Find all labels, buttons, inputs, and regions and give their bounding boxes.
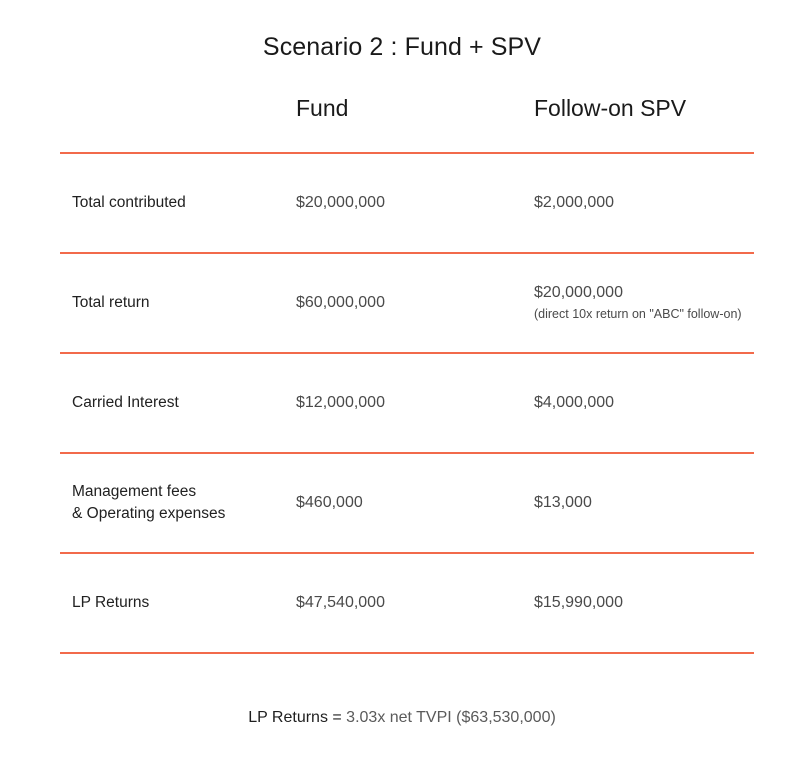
- row-label-cell: Total contributed: [72, 193, 186, 211]
- row-label-cell: Management fees & Operating expenses: [60, 481, 293, 526]
- row-value-fund: $12,000,000: [296, 393, 385, 411]
- row-value-fund: $60,000,000: [296, 293, 385, 311]
- table-header-row: [60, 96, 754, 152]
- row-label-cell: LP Returns: [72, 593, 150, 611]
- footer-value: 3.03x net TVPI ($63,530,000): [346, 709, 556, 726]
- row-value-spv: $2,000,000: [534, 193, 615, 211]
- table-divider-bottom: [60, 652, 754, 654]
- row-label-line2: & Operating expenses: [72, 505, 226, 522]
- row-value-fund: $20,000,000: [296, 193, 385, 211]
- header-cell-fund: Fund: [296, 95, 349, 121]
- table-row: [60, 454, 754, 552]
- row-label-cell: Carried Interest: [72, 393, 179, 411]
- table-row: [60, 554, 754, 652]
- footer-summary: [0, 708, 804, 729]
- row-value-fund: $460,000: [296, 493, 363, 511]
- row-label-cell: Total return: [72, 293, 150, 311]
- row-value-spv: $4,000,000: [534, 393, 615, 411]
- page-title: Scenario 2 : Fund + SPV: [262, 33, 542, 61]
- row-value-spv: $13,000: [534, 493, 592, 511]
- header-cell-spv: Follow-on SPV: [534, 95, 687, 121]
- table-row: [60, 254, 754, 352]
- row-value-fund: $47,540,000: [296, 593, 385, 611]
- scenario-table: [60, 96, 754, 654]
- row-value-spv: $20,000,000 (direct 10x return on "ABC" follow-on): [522, 283, 754, 323]
- row-value-spv: $15,990,000: [534, 593, 623, 611]
- footer-label: LP Returns =: [248, 709, 347, 726]
- table-row: [60, 154, 754, 252]
- table-row: [60, 354, 754, 452]
- row-value-spv-note: (direct 10x return on "ABC" follow-on): [534, 306, 742, 321]
